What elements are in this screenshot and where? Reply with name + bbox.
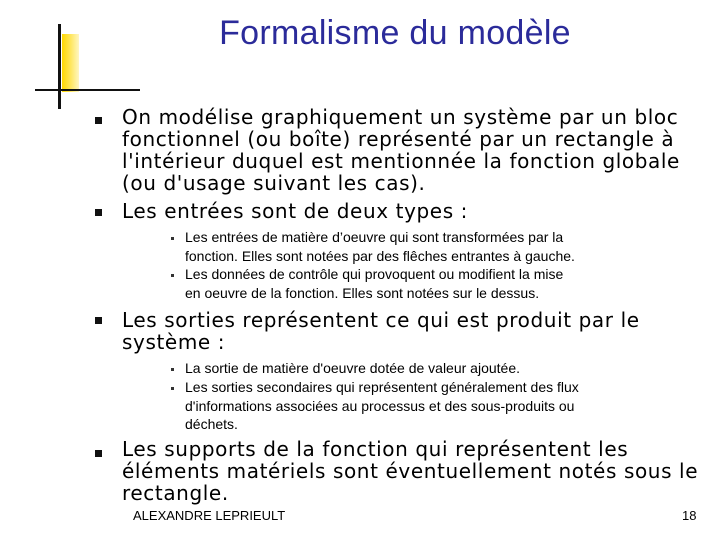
bullet-square-icon bbox=[95, 317, 102, 324]
bullet-2-text: Les entrées sont de deux types : bbox=[122, 199, 469, 223]
sub-bullet-icon bbox=[171, 274, 174, 277]
bullet-square-icon bbox=[95, 209, 102, 216]
slide-title: Formalisme du modèle bbox=[219, 14, 571, 52]
bullet-4-text: Les supports de la fonction qui représentent les éléments matériels sont éventuellement notés sous le rectangle. bbox=[122, 437, 699, 505]
sub-bullet-3-1-text: La sortie de matière d'oeuvre dotée de valeur ajoutée. bbox=[185, 360, 521, 376]
bullet-1-text: On modélise graphiquement un système par un bloc fonctionnel (ou boîte) représenté par un rectangle à l'intérieur duquel est mentionnée la fonction globale (ou d'usage suivant les cas). bbox=[122, 105, 680, 195]
bullet-square-icon bbox=[95, 450, 102, 457]
bullet-square-icon bbox=[95, 117, 102, 124]
sub-bullet-icon bbox=[171, 387, 174, 390]
bullet-3-text: Les sorties représentent ce qui est produit par le système : bbox=[122, 308, 640, 354]
sub-bullet-icon bbox=[171, 368, 174, 371]
horizontal-accent-line bbox=[35, 89, 140, 91]
page-number: 18 bbox=[682, 508, 697, 523]
sub-bullet-3-2-text: Les sorties secondaires qui représentent généralement des flux d'informations associées au processus et des sous-produits ou déchets. bbox=[185, 379, 579, 432]
footer-author: ALEXANDRE LEPRIEULT bbox=[133, 508, 286, 523]
sub-bullet-icon bbox=[171, 237, 174, 240]
sub-bullet-2-1-text: Les entrées de matière d’oeuvre qui sont transformées par la fonction. Elles sont notées par des flêches entrantes à gauche. bbox=[185, 229, 575, 264]
sub-bullet-2-2-text: Les données de contrôle qui provoquent ou modifient la mise en oeuvre de la fonction. Elles sont notées sur le dessus. bbox=[185, 266, 564, 301]
